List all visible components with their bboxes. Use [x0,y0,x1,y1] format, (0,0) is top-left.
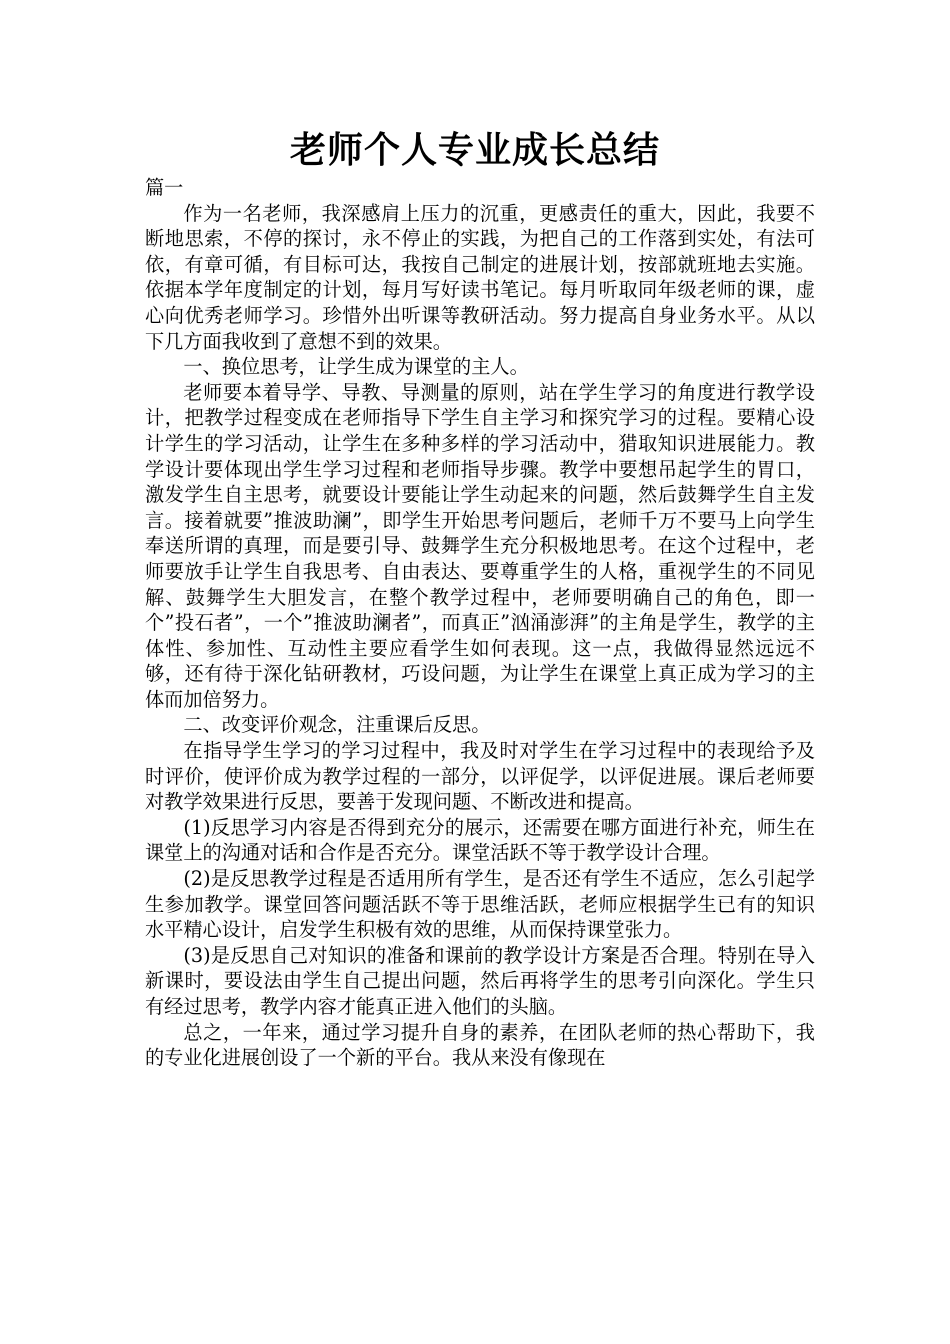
paragraph-section-2: 在指导学生学习的学习过程中，我及时对学生在学习过程中的表现给予及时评价，使评价成为教学过程的一部分，以评促学，以评促进展。课后老师要对教学效果进行反思，要善于发现问题、不断改进和提高。 [145,739,815,814]
paragraph-section-1: 老师要本着导学、导教、导测量的原则，站在学生学习的角度进行教学设计，把教学过程变成在老师指导下学生自主学习和探究学习的过程。要精心设计学生的学习活动，让学生在多种多样的学习活动中，猎取知识进展能力。教学设计要体现出学生学习过程和老师指导步骤。教学中要想吊起学生的胃口，激发学生自主思考，就要设计要能让学生动起来的问题，然后鼓舞学生自主发言。接着就要”推波助澜”，即学生开始思考问题后，老师千万不要马上向学生奉送所谓的真理，而是要引导、鼓舞学生充分积极地思考。在这个过程中，老师要放手让学生自我思考、自由表达、要尊重学生的人格，重视学生的不同见解、鼓舞学生大胆发言，在整个教学过程中，老师要明确自己的角色，即一个”投石者”，一个”推波助澜者”，而真正”汹涌澎湃”的主角是学生，教学的主体性、参加性、互动性主要应看学生如何表现。这一点，我做得显然远远不够，还有待于深化钻研教材，巧设问题，为让学生在课堂上真正成为学习的主体而加倍努力。 [145,380,815,711]
heading-section-1: 一、换位思考，让学生成为课堂的主人。 [183,355,529,379]
heading-section-2: 二、改变评价观念，注重课后反思。 [183,713,491,737]
paragraph-reflection-1: (1)反思学习内容是否得到充分的展示，还需要在哪方面进行补充，师生在课堂上的沟通对话和合作是否充分。课堂活跃不等于教学设计合理。 [145,815,815,865]
document-title: 老师个人专业成长总结 [289,130,660,171]
section-label: 篇一 [145,176,184,199]
paragraph-conclusion: 总之，一年来，通过学习提升自身的素养，在团队老师的热心帮助下，我的专业化进展创设了一个新的平台。我从来没有像现在 [145,1020,815,1070]
paragraph-reflection-3: (3)是反思自己对知识的准备和课前的教学设计方案是否合理。特别在导入新课时，要设法由学生自己提出问题，然后再将学生的思考引向深化。学生只有经过思考，教学内容才能真正进入他们的头脑。 [145,943,815,1018]
paragraph-intro: 作为一名老师，我深感肩上压力的沉重，更感责任的重大，因此，我要不断地思索，不停的探讨，永不停止的实践，为把自己的工作落到实处，有法可依，有章可循，有目标可达，我按自己制定的进展计划，按部就班地去实施。依据本学年度制定的计划，每月写好读书笔记。每月听取同年级老师的课，虚心向优秀老师学习。珍惜外出听课等教研活动。努力提高自身业务水平。从以下几方面我收到了意想不到的效果。 [145,201,815,353]
document-body [145,175,815,1071]
paragraph-reflection-2: (2)是反思教学过程是否适用所有学生，是否还有学生不适应，怎么引起学生参加教学。课堂回答问题活跃不等于思维活跃，老师应根据学生已有的知识水平精心设计，启发学生积极有效的思维，从而保持课堂张力。 [145,867,815,942]
